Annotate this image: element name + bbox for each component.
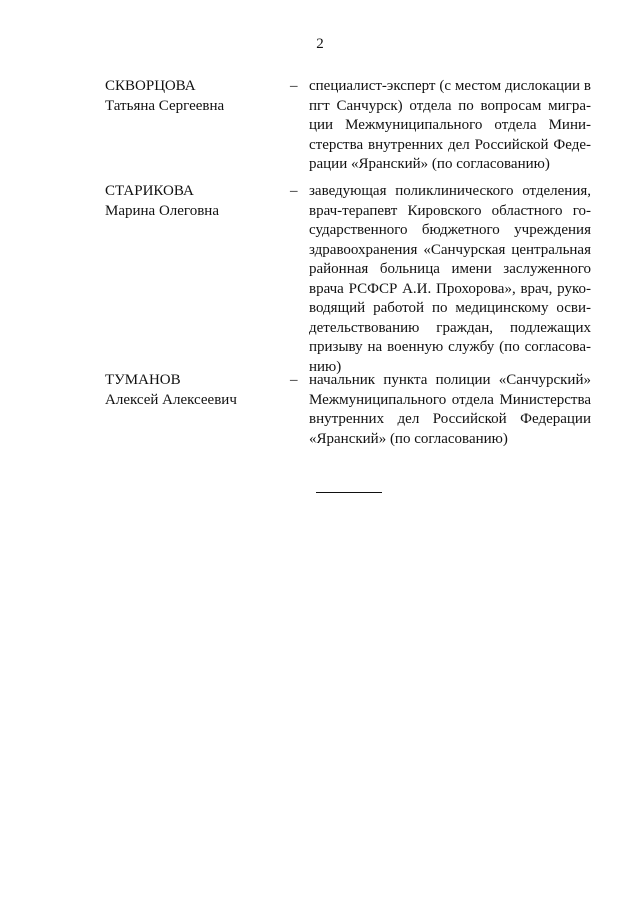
member-given-names: Марина Олеговна	[105, 202, 219, 219]
dash-separator: –	[290, 372, 298, 388]
member-surname: СТАРИКОВА	[105, 183, 194, 199]
dash-separator: –	[290, 183, 298, 199]
member-name	[105, 371, 275, 410]
member-surname: ТУМАНОВ	[105, 372, 181, 388]
member-position: начальник пункта полиции «Санчурский» Межмуниципального отдела Министерства внутренних дел Российской Федерации «Яранский» (по согласованию)	[309, 372, 591, 447]
member-name	[105, 182, 275, 221]
dash-separator: –	[290, 78, 298, 94]
end-of-list-rule	[316, 492, 382, 493]
member-surname: СКВОРЦОВА	[105, 78, 196, 94]
member-position: специалист-эксперт (с местом дислокации в пгт Санчурск) отдела по вопросам миграции Межмуниципального отдела Министерства внутренних дел Российской Федерации «Яранский» (по согласованию)	[309, 78, 591, 172]
member-given-names: Алексей Алексеевич	[105, 391, 237, 408]
member-given-names: Татьяна Сергеевна	[105, 97, 225, 114]
page-number: 2	[316, 36, 324, 52]
member-position: заведующая поликлинического отделения, врач-терапевт Кировского областного государственного бюджетного учреждения здравоохранения «Санчурская центральная районная больница имени заслуженного врача РСФСР А.И. Прохорова», врач, руководящий работой по медицинскому освидетельствованию граждан, подлежащих призыву на военную службу (по согласованию)	[309, 183, 591, 375]
member-name	[105, 77, 275, 116]
